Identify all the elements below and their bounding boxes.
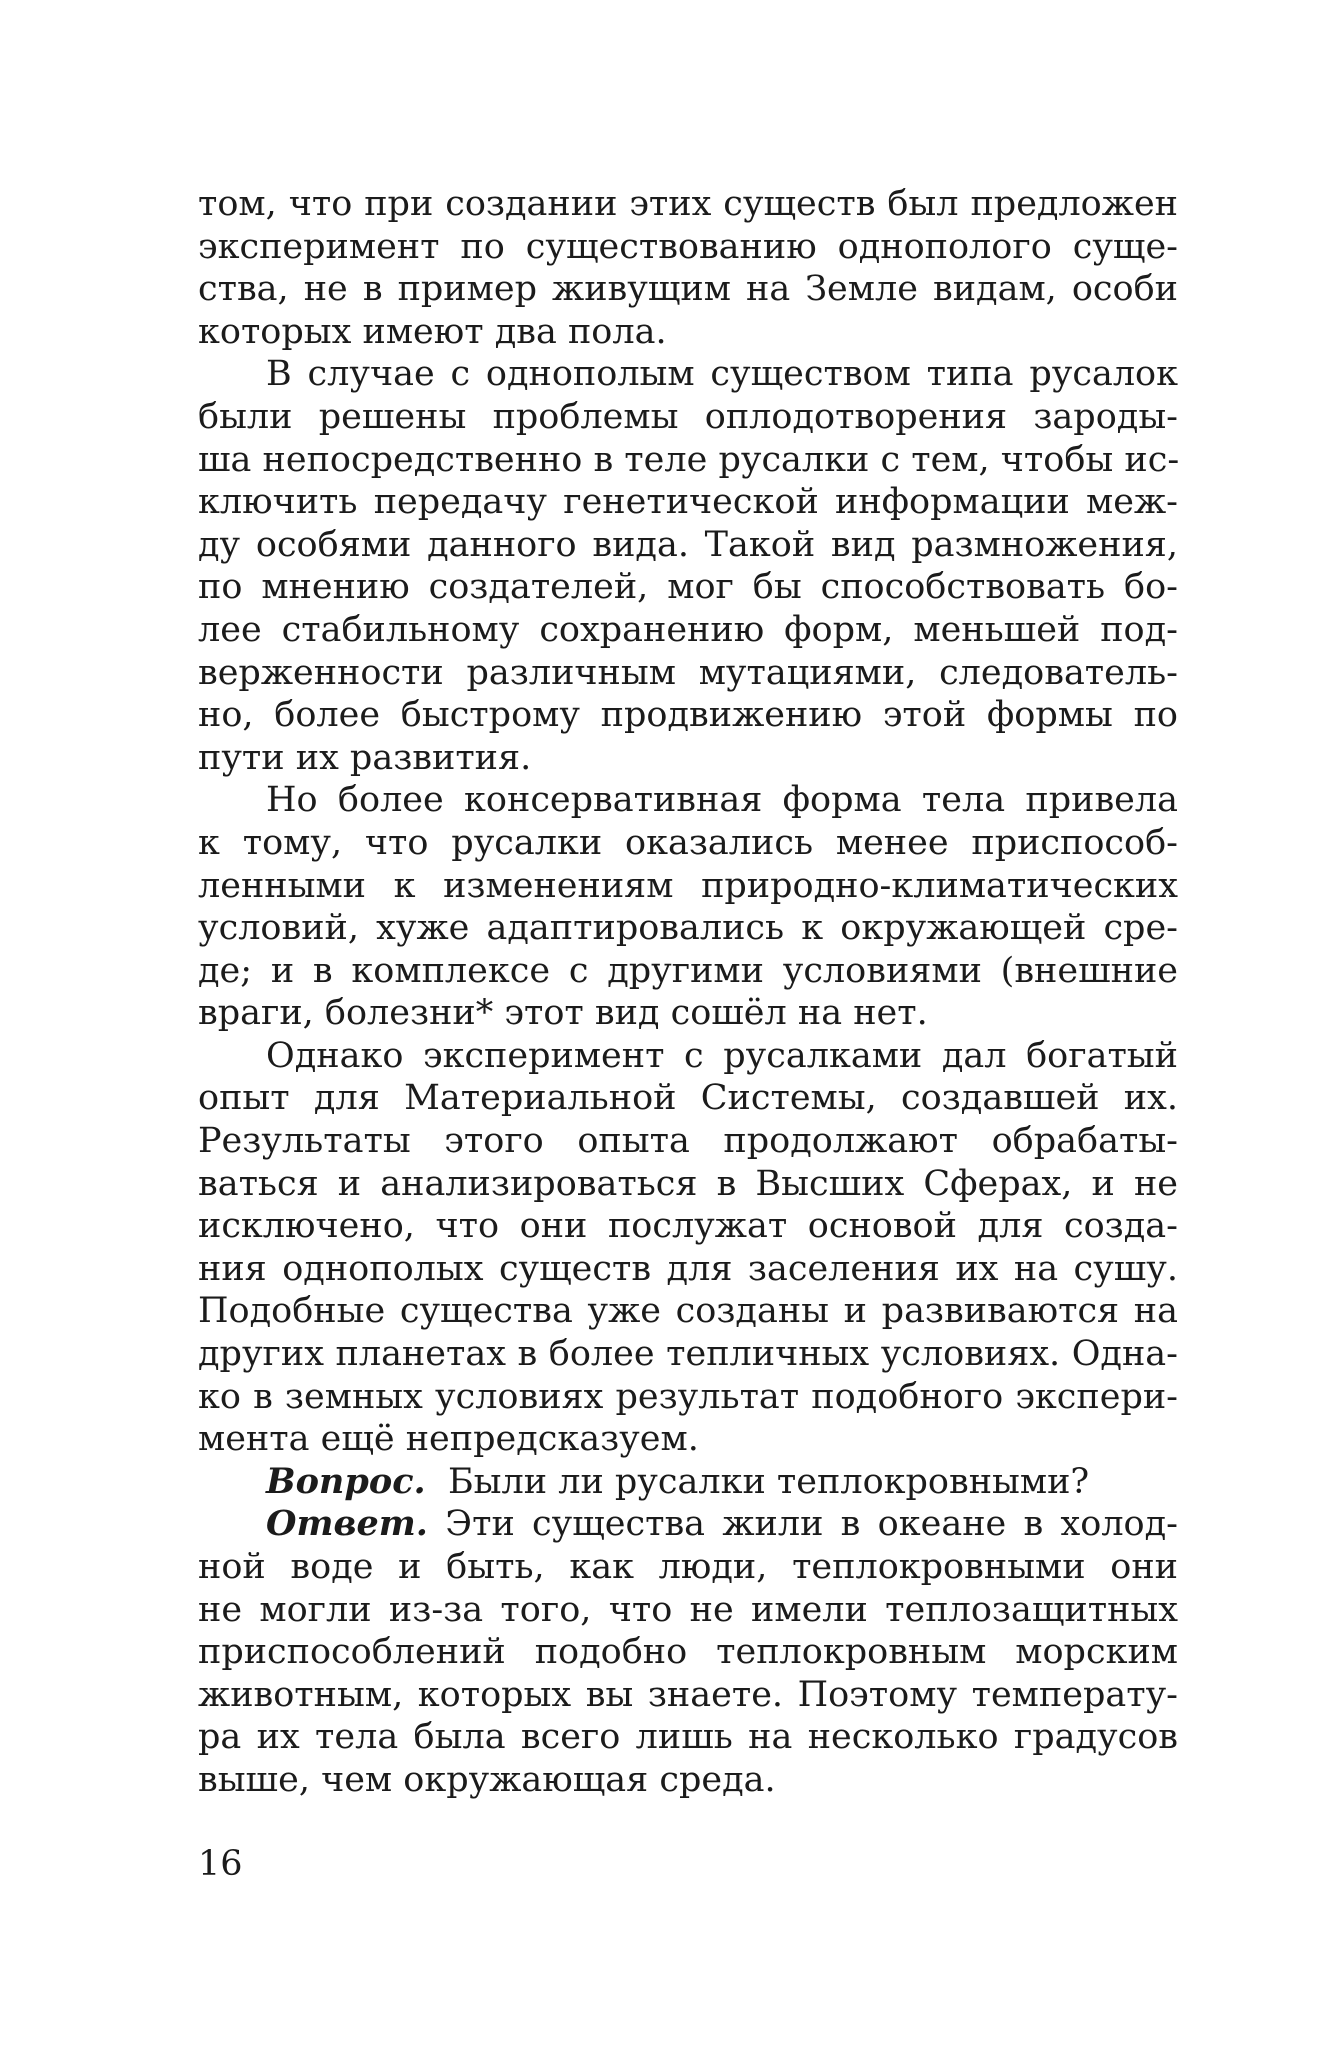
text-line: ленными к изменениям природно-климатических — [198, 865, 1178, 906]
answer-line — [198, 1503, 1178, 1546]
text-line: враги, болезни* этот вид сошёл на нет. — [198, 993, 928, 1034]
text-line: верженности различным мутациями, следователь- — [198, 652, 1178, 693]
question-line — [198, 1461, 1178, 1504]
text-line: исключено, что они послужат основой для созда- — [198, 1206, 1178, 1247]
page-number: 16 — [198, 1844, 243, 1884]
answer-text: Эти существа жили в океане в холод- — [445, 1504, 1178, 1545]
text-line: Однако эксперимент с русалками дал богатый — [266, 1035, 1178, 1076]
text-line: ко в земных условиях результат подобного экспери- — [198, 1376, 1178, 1417]
text-line: не могли из-за того, что не имели теплозащитных — [198, 1589, 1178, 1630]
text-line: Но более консервативная форма тела привела — [266, 780, 1178, 821]
text-line: ства, не в пример живущим на Земле видам, особи — [198, 269, 1178, 310]
text-line: эксперимент по существованию однополого суще- — [198, 226, 1178, 267]
text-line: по мнению создателей, мог бы способствовать бо- — [198, 567, 1178, 608]
text-line: животным, которых вы знаете. Поэтому температу- — [198, 1674, 1178, 1715]
text-line: приспособлений подобно теплокровным морским — [198, 1632, 1178, 1673]
text-line: но, более быстрому продвижению этой формы по — [198, 695, 1178, 736]
text-line: мента ещё непредсказуем. — [198, 1419, 699, 1460]
text-line: которых имеют два пола. — [198, 311, 667, 352]
text-line: других планетах в более тепличных условиях. Одна- — [198, 1334, 1178, 1375]
text-line: де; и в комплексе с другими условиями (внешние — [198, 950, 1178, 991]
text-line: ваться и анализироваться в Высших Сферах, и не — [198, 1163, 1178, 1204]
text-line: том, что при создании этих существ был предложен — [198, 184, 1178, 224]
text-line: опыт для Материальной Системы, создавшей их. — [198, 1078, 1178, 1119]
text-line: были решены проблемы оплодотворения зароды- — [198, 396, 1178, 437]
text-line: В случае с однополым существом типа русалок — [266, 354, 1178, 395]
text-line: к тому, что русалки оказались менее приспособ- — [198, 822, 1178, 863]
body-text — [198, 183, 1178, 1802]
question-label: Вопрос. — [266, 1460, 426, 1502]
text-line: условий, хуже адаптировались к окружающей сре- — [198, 908, 1178, 949]
text-line: выше, чем окружающая среда. — [198, 1759, 776, 1800]
text-line: ра их тела была всего лишь на несколько градусов — [198, 1717, 1178, 1758]
text-line: ша непосредственно в теле русалки с тем, чтобы ис- — [198, 439, 1180, 480]
text-line: Результаты этого опыта продолжают обрабаты- — [198, 1121, 1178, 1162]
text-line: лее стабильному сохранению форм, меньшей под- — [198, 609, 1178, 650]
text-line: ду особями данного вида. Такой вид размножения, — [198, 524, 1178, 565]
text-line: ключить передачу генетической информации меж- — [198, 482, 1178, 523]
text-line: Подобные существа уже созданы и развиваются на — [198, 1291, 1178, 1332]
text-line: пути их развития. — [198, 737, 532, 778]
text-line: ной воде и быть, как люди, теплокровными они — [198, 1547, 1178, 1587]
answer-label: Ответ. — [266, 1503, 428, 1545]
text-line: ния однополых существ для заселения их на сушу. — [198, 1248, 1178, 1289]
question-text: Были ли русалки теплокровными? — [447, 1461, 1090, 1502]
